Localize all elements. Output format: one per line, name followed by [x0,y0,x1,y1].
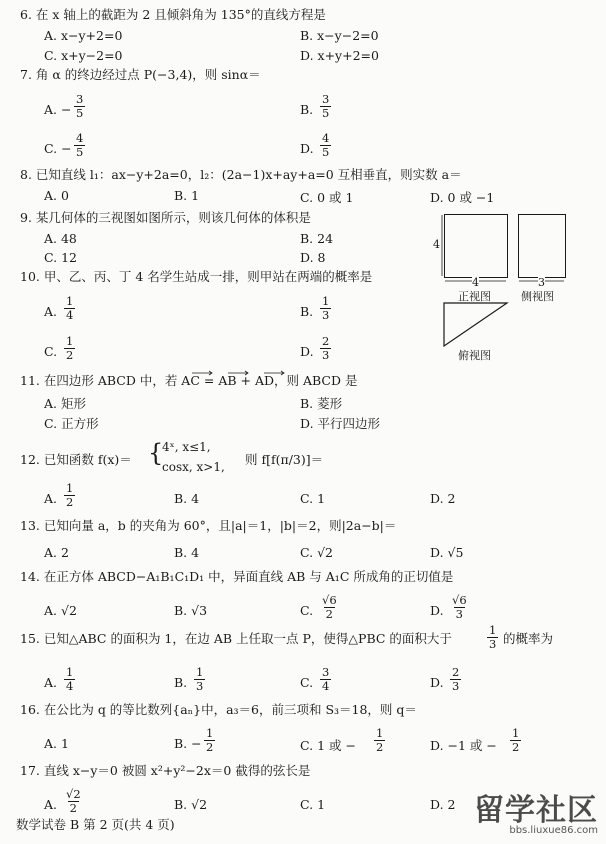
q16-option-d-fraction: $\frac{1}{2}$ [512,726,520,754]
q12-option-d: D. 2 [430,491,456,506]
q12-case-2: cosx, x>1, [162,460,225,474]
side-view-label: 侧视图 [521,290,554,303]
q16-option-c-label: C. 1 或 − [300,738,356,753]
q6-option-a: A. x−y+2=0 [44,28,123,43]
q14-option-a: A. √2 [44,603,77,618]
q9-option-c: C. 12 [44,250,77,265]
question-15-stem-suffix: 的概率为 [503,631,554,646]
q12-option-b: B. 4 [174,491,200,506]
q10-option-b-label: B. [300,304,314,319]
question-9-stem: 9. 某几何体的三视图如图所示，则该几何体的体积是 [20,210,311,225]
q15-option-b-label: B. [174,675,188,690]
q17-option-c: C. 1 [300,797,326,812]
q13-option-a: A. 2 [44,545,69,560]
q15-stem-fraction: $\frac{1}{3}$ [489,623,497,651]
question-15-stem-prefix: 15. 已知△ABC 的面积为 1，在边 AB 上任取一点 P，使得△PBC 的面积大于 [20,631,452,646]
question-13-stem: 13. 已知向量 a，b 的夹角为 60°，且|a|＝1，|b|＝2，则|2a−b|＝ [20,518,397,533]
q10-option-c-label: C. [44,344,58,359]
q16-option-b-fraction: $\frac{1}{2}$ [206,726,214,754]
q8-option-c: C. 0 或 1 [300,190,354,205]
q11-option-d: D. 平行四边形 [300,416,381,431]
q11-option-b: B. 菱形 [300,396,343,411]
q8-option-b: B. 1 [174,188,200,203]
q9-option-b: B. 24 [300,231,334,246]
question-16-stem: 16. 在公比为 q 的等比数列{aₙ}中，a₃＝6，前三项和 S₃＝18，则 q＝ [20,702,417,717]
q7-option-b-label: B. [300,102,314,117]
q12-piecewise-brace: { [148,439,164,467]
q17-option-a-fraction: $\frac{√2}{2}$ [66,787,81,815]
question-12-stem-suffix: 则 f[f(π/3)]＝ [245,452,324,467]
q7-option-a-fraction: $\frac{3}{5}$ [76,92,84,120]
q7-option-a-label: A. − [44,102,72,117]
q7-option-d-fraction: $\frac{4}{5}$ [322,131,330,159]
q15-option-c-label: C. [300,675,314,690]
q15-option-a-label: A. [44,675,58,690]
question-12-stem-prefix: 12. 已知函数 f(x)＝ [20,452,132,467]
q8-option-d: D. 0 或 −1 [430,190,495,205]
side-view-rectangle [518,214,566,278]
q10-option-b-fraction: $\frac{1}{3}$ [322,294,330,322]
q12-option-a-label: A. [44,491,58,506]
watermark-title: 留学社区 [474,793,598,828]
question-11-stem: 11. 在四边形 ABCD 中，若 AC = AB + AD，则 ABCD 是 [20,373,358,388]
site-watermark-logo [474,785,598,836]
q17-option-d: D. 2 [430,797,456,812]
q7-option-b-fraction: $\frac{3}{5}$ [322,92,330,120]
q12-option-a-fraction: $\frac{1}{2}$ [66,481,74,509]
front-view-height-arrow [438,214,446,278]
q14-option-c-label: C. [300,603,314,618]
question-17-stem: 17. 直线 x−y＝0 被圆 x²+y²−2x＝0 截得的弦长是 [20,763,311,778]
q9-option-d: D. 8 [300,250,326,265]
q13-option-d: D. √5 [430,545,464,560]
q6-option-b: B. x−y−2=0 [300,28,379,43]
question-7-stem: 7. 角 α 的终边经过点 P(−3,4)，则 sinα＝ [20,67,261,82]
q10-option-d-fraction: $\frac{2}{3}$ [322,334,330,362]
q14-option-d-fraction: $\frac{√6}{3}$ [452,593,467,621]
question-14-stem: 14. 在正方体 ABCD−A₁B₁C₁D₁ 中，异面直线 AB 与 A₁C 所成角的正切值是 [20,569,454,584]
top-view-label: 俯视图 [458,349,491,362]
q12-option-c: C. 1 [300,491,326,506]
q6-option-c: C. x+y−2=0 [44,48,123,63]
q11-option-c: C. 正方形 [44,416,99,431]
q7-option-c-label: C. − [44,141,72,156]
q7-option-d-label: D. [300,141,314,156]
page-footer: 数学试卷 B 第 2 页(共 4 页) [16,817,175,832]
question-10-stem: 10. 甲、乙、丙、丁 4 名学生站成一排，则甲站在两端的概率是 [20,269,373,284]
q15-option-b-fraction: $\frac{1}{3}$ [196,665,204,693]
q10-option-a-fraction: $\frac{1}{4}$ [66,294,74,322]
q10-option-c-fraction: $\frac{1}{2}$ [66,334,74,362]
q11-vector-arrows [192,369,302,377]
front-view-label: 正视图 [458,290,491,303]
q15-option-c-fraction: $\frac{3}{4}$ [322,665,330,693]
q8-option-a: A. 0 [44,188,69,203]
front-view-square [444,214,508,278]
front-view-width-dimension: 4 [472,276,479,289]
q17-option-a-label: A. [44,797,58,812]
watermark-url: bbs.liuxue86.com [509,825,598,836]
q10-option-d-label: D. [300,344,314,359]
q11-option-a: A. 矩形 [44,396,86,411]
q14-option-d-label: D. [430,603,444,618]
q14-option-c-fraction: $\frac{√6}{2}$ [322,593,337,621]
side-view-width-dimension: 3 [538,276,545,289]
q15-option-a-fraction: $\frac{1}{4}$ [66,665,74,693]
q10-option-a-label: A. [44,304,58,319]
q16-option-c-fraction: $\frac{1}{2}$ [376,726,384,754]
q16-option-b-label: B. − [174,736,202,751]
q6-option-d: D. x+y+2=0 [300,48,379,63]
front-view-height-dimension: 4 [433,238,440,251]
q17-option-b: B. √2 [174,797,208,812]
q16-option-a: A. 1 [44,736,69,751]
q12-case-1: 4ˣ, x≤1, [162,440,211,454]
question-8-stem: 8. 已知直线 l₁：ax−y+2a=0，l₂：(2a−1)x+ay+a=0 互相垂直，则实数 a＝ [20,167,462,182]
question-6-stem: 6. 在 x 轴上的截距为 2 且倾斜角为 135°的直线方程是 [20,7,326,22]
q13-option-c: C. √2 [300,545,333,560]
q15-option-d-fraction: $\frac{2}{3}$ [452,665,460,693]
top-view-triangle [443,302,509,348]
q15-option-d-label: D. [430,675,444,690]
q13-option-b: B. 4 [174,545,200,560]
q14-option-b: B. √3 [174,603,208,618]
q16-option-d-label: D. −1 或 − [430,738,497,753]
q9-option-a: A. 48 [44,231,77,246]
q7-option-c-fraction: $\frac{4}{5}$ [76,131,84,159]
